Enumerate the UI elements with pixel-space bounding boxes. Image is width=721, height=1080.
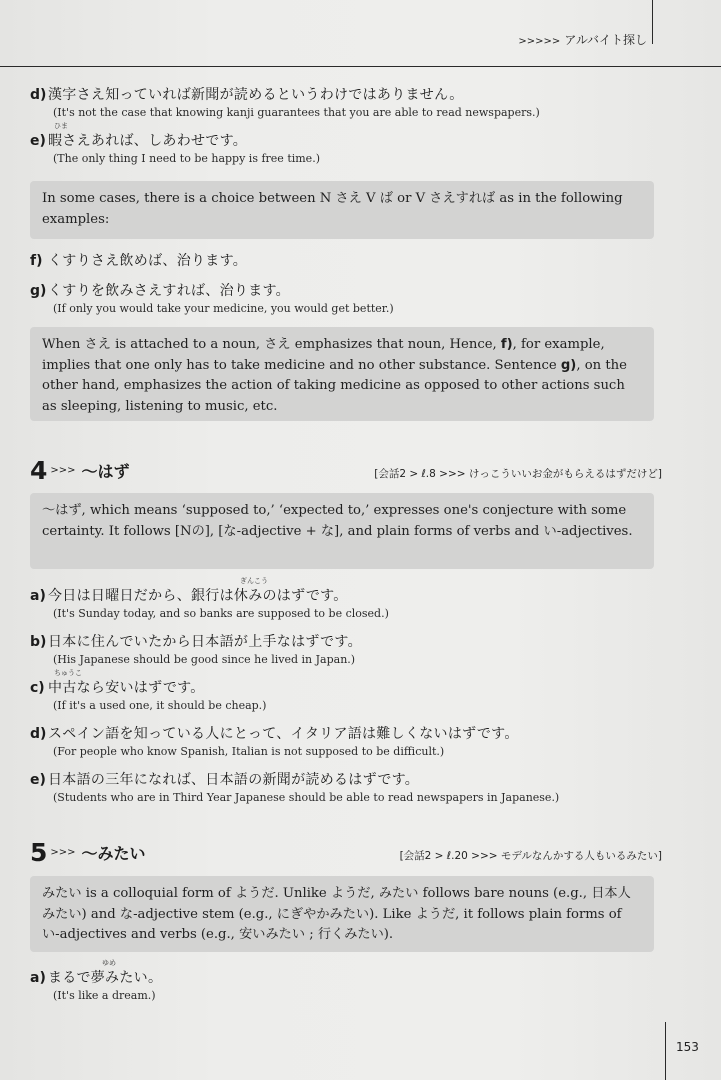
- note-text-3: , on the other hand, emphasizes the action of taking medicine as opposed to other actions such as sleeping, listening to music, etc.: [42, 357, 627, 414]
- example-translation: (It's not the case that knowing kanji guarantees that you are able to read newspapers.): [53, 106, 540, 119]
- example-label: e): [30, 772, 46, 788]
- header-vertical-rule: [652, 0, 653, 44]
- example-label: a): [30, 588, 46, 604]
- example-japanese: 中古なら安いはずです。: [48, 680, 205, 696]
- example-label: c): [30, 680, 45, 696]
- note-text-2: , for example, implies that one only has to take medicine and no other substance. Sentence: [42, 337, 605, 373]
- ref-g: g): [560, 357, 577, 373]
- running-head: [518, 31, 647, 48]
- note-box-mitai: [30, 876, 654, 952]
- ref-f: f): [500, 337, 513, 352]
- running-head-arrows: >>>>>: [518, 36, 561, 47]
- example-translation: (For people who know Spanish, Italian is not supposed to be difficult.): [53, 745, 445, 758]
- example-4a: [30, 577, 658, 620]
- example-japanese: 暇さえあれば、しあわせです。: [48, 133, 248, 149]
- example-4b: [30, 631, 658, 666]
- example-translation: (It's like a dream.): [53, 989, 156, 1002]
- note-text: 〜はず, which means ‘supposed to,’ ‘expected to,’ expresses one's conjecture with some certainty. It follows [Nの], [な-adjective + な], and plain forms of verbs and い-adjectives.: [42, 503, 633, 539]
- section-arrows: >>>: [50, 847, 76, 858]
- example-d: [30, 84, 658, 119]
- example-translation: (The only thing I need to be happy is free time.): [53, 152, 320, 165]
- header-rule: [0, 66, 721, 67]
- section-number: 5: [30, 838, 48, 867]
- example-translation: (If only you would take your medicine, you would get better.): [53, 302, 394, 315]
- example-label: d): [30, 726, 47, 742]
- note-box-emphasis: [30, 327, 654, 421]
- section-5-heading: [30, 838, 662, 868]
- example-4c: [30, 669, 658, 712]
- example-translation: (His Japanese should be good since he lived in Japan.): [53, 653, 356, 666]
- furigana: ちゅうこ: [54, 669, 82, 677]
- note-box-choice: [30, 181, 654, 239]
- example-label: a): [30, 970, 46, 986]
- example-4e: [30, 769, 658, 804]
- example-japanese: まるで夢みたい。: [48, 970, 163, 986]
- dialogue-reference: [会話2 > ℓ.8 >>> けっこういいお金がもらえるはずだけど]: [374, 468, 662, 480]
- furigana: ひま: [54, 122, 68, 130]
- section-title: 〜みたい: [81, 844, 146, 863]
- example-4d: [30, 723, 658, 758]
- example-translation: (If it's a used one, it should be cheap.): [53, 699, 267, 712]
- section-arrows: >>>: [50, 465, 76, 476]
- example-f: [30, 250, 658, 270]
- example-g: [30, 280, 658, 315]
- example-japanese: 今日は日曜日だから、銀行は休みのはずです。: [48, 588, 348, 604]
- note-text: In some cases, there is a choice between N さえ V ば or V さえすれば as in the following examples:: [42, 191, 623, 227]
- example-label: d): [30, 87, 47, 103]
- example-5a: [30, 959, 658, 1002]
- example-japanese: スペイン語を知っている人にとって、イタリア語は難しくないはずです。: [48, 726, 519, 742]
- example-label: f): [30, 253, 43, 269]
- page-header: [0, 0, 721, 68]
- page-number: 153: [676, 1040, 699, 1054]
- example-japanese: 日本に住んでいたから日本語が上手なはずです。: [48, 634, 362, 650]
- example-japanese: くすりさえ飲めば、治ります。: [48, 253, 248, 269]
- section-4-heading: [30, 456, 662, 486]
- example-label: e): [30, 133, 46, 149]
- example-translation: (Students who are in Third Year Japanese should be able to read newspapers in Japanese.): [53, 791, 560, 804]
- example-e: [30, 122, 658, 165]
- chapter-title: アルバイト探し: [564, 33, 647, 47]
- furigana: ゆめ: [102, 959, 116, 967]
- dialogue-reference: [会話2 > ℓ.20 >>> モデルなんかする人もいるみたい]: [399, 850, 662, 862]
- example-label: b): [30, 634, 47, 650]
- note-box-hazu: [30, 493, 654, 569]
- section-title: 〜はず: [81, 462, 130, 481]
- section-number: 4: [30, 456, 48, 485]
- footer-vertical-rule: [665, 1022, 666, 1080]
- note-text: みたい is a colloquial form of ようだ. Unlike ようだ, みたい follows bare nouns (e.g., 日本人みたい) and な-adjective stem (e.g., にぎやかみたい). Like ようだ, it follows plain forms of い-adjectives and verbs (e.g., 安いみたい ; 行くみたい).: [42, 886, 631, 942]
- example-japanese: 漢字さえ知っていれば新聞が読めるというわけではありません。: [48, 87, 464, 103]
- example-japanese: 日本語の三年になれば、日本語の新聞が読めるはずです。: [48, 772, 420, 788]
- example-japanese: くすりを飲みさえすれば、治ります。: [48, 283, 290, 299]
- furigana: ぎんこう: [240, 577, 268, 585]
- example-label: g): [30, 283, 47, 299]
- note-text-1: When さえ is attached to a noun, さえ emphasizes that noun, Hence,: [42, 337, 501, 352]
- example-translation: (It's Sunday today, and so banks are supposed to be closed.): [53, 607, 389, 620]
